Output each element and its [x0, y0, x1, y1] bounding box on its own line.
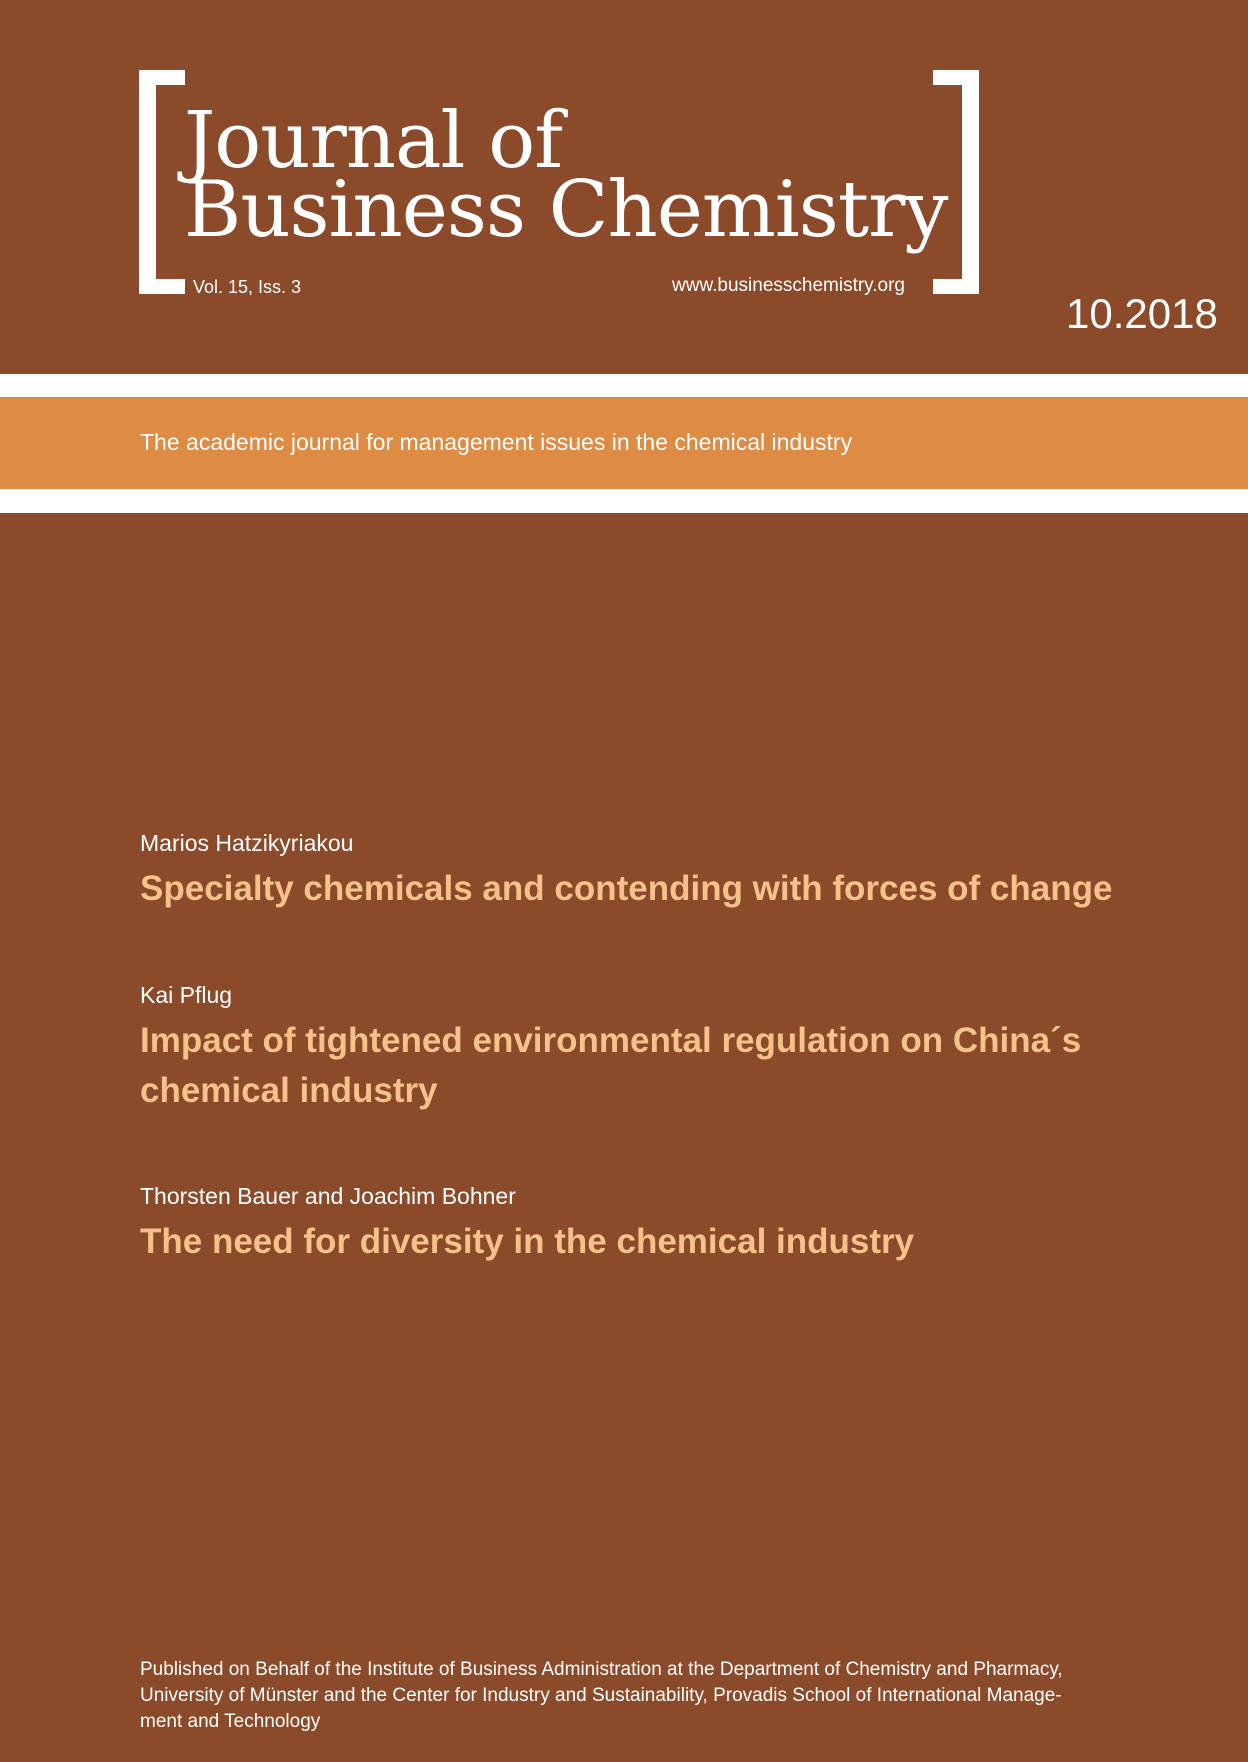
white-divider-bottom — [0, 489, 1248, 513]
publisher-note-line1: Published on Behalf of the Institute of Business Administration at the Department of Chemistry and Pharmacy, — [140, 1659, 1063, 1680]
volume-issue: Vol. 15, Iss. 3 — [193, 277, 302, 297]
article-title-line2: chemical industry — [140, 1071, 438, 1110]
website-url: www.businesschemistry.org — [672, 275, 906, 296]
publisher-note-line3: ment and Technology — [140, 1711, 321, 1732]
article-title — [140, 1016, 1140, 1116]
white-divider-top — [0, 374, 1248, 397]
publisher-note — [140, 1657, 1150, 1735]
left-bracket — [139, 70, 185, 294]
publisher-note-line2: University of Münster and the Center for Industry and Sustainability, Provadis School of International Manage- — [140, 1685, 1062, 1706]
article-title: The need for diversity in the chemical industry — [140, 1222, 915, 1261]
issue-date: 10.2018 — [1066, 290, 1218, 337]
article-author: Marios Hatzikyriakou — [140, 830, 354, 856]
article-3 — [140, 1181, 1140, 1267]
article-author: Thorsten Bauer and Joachim Bohner — [140, 1183, 516, 1209]
article-title: Specialty chemicals and contending with forces of change — [140, 869, 1113, 908]
article-title-line1: Impact of tightened environmental regulation on China´s — [140, 1021, 1082, 1060]
cover-header — [0, 0, 1248, 374]
article-1 — [140, 828, 1140, 914]
article-2 — [140, 980, 1140, 1116]
journal-title-line2: Business Chemistry — [184, 165, 948, 255]
tagline: The academic journal for management issues in the chemical industry — [140, 429, 853, 455]
article-author: Kai Pflug — [140, 982, 233, 1008]
journal-title-line1: Journal of — [184, 96, 563, 186]
